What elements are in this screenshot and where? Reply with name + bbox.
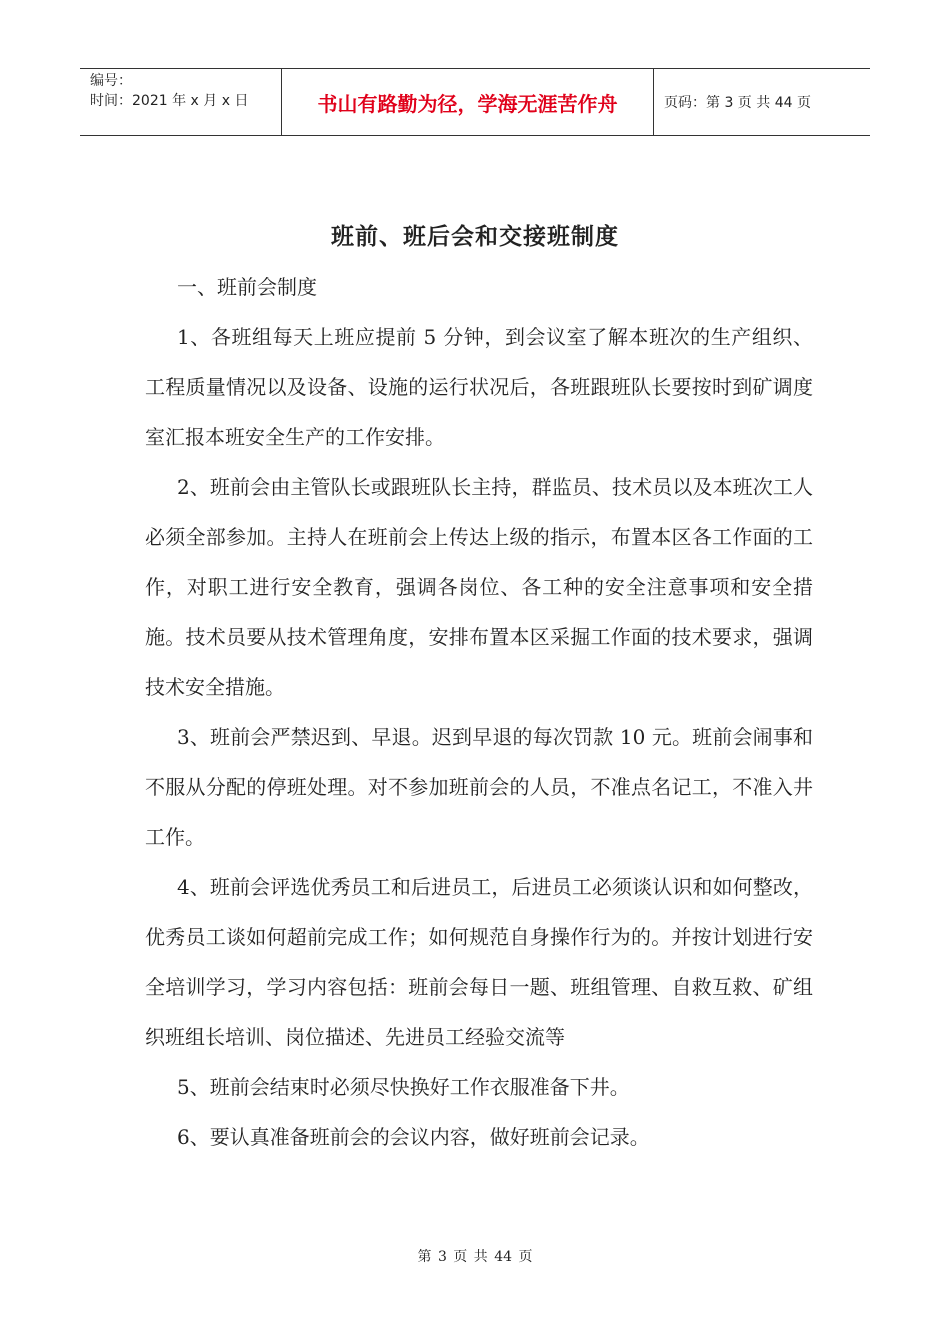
rule-paragraph-1: 1、各班组每天上班应提前 5 分钟，到会议室了解本班次的生产组织、工程质量情况以及设备、设施的运行状况后，各班跟班队长要按时到矿调度室汇报本班安全生产的工作安排。 xyxy=(145,325,813,449)
header-motto: 书山有路勤为径，学海无涯苦作舟 xyxy=(282,69,654,135)
rule-paragraph-4: 4、班前会评选优秀员工和后进员工，后进员工必须谈认识和如何整改，优秀员工谈如何超前完成工作；如何规范自身操作行为的。并按计划进行安全培训学习，学习内容包括：班前会每日一题、班组管理、自救互救、矿组织班组长培训、岗位描述、先进员工经验交流等 xyxy=(145,875,813,1049)
rule-paragraph-6: 6、要认真准备班前会的会议内容，做好班前会记录。 xyxy=(177,1125,650,1149)
section-heading: 一、班前会制度 xyxy=(177,275,317,299)
rule-paragraph-2: 2、班前会由主管队长或跟班队长主持，群监员、技术员以及本班次工人必须全部参加。主持人在班前会上传达上级的指示，布置本区各工作面的工作，对职工进行安全教育，强调各岗位、各工种的安全注意事项和安全措施。技术员要从技术管理角度，安排布置本区采掘工作面的技术要求，强调技术安全措施。 xyxy=(145,475,813,699)
page-footer: 第 3 页 共 44 页 xyxy=(417,1249,533,1265)
document-number-label: 编号： xyxy=(90,73,132,89)
document-date: 时间：2021 年 x 月 x 日 xyxy=(90,93,249,109)
rule-paragraph-5: 5、班前会结束时必须尽快换好工作衣服准备下井。 xyxy=(177,1075,630,1099)
header-page-info: 页码：第 3 页 共 44 页 xyxy=(664,95,811,111)
document-body xyxy=(145,262,813,1162)
rule-paragraph-3: 3、班前会严禁迟到、早退。迟到早退的每次罚款 10 元。班前会闹事和不服从分配的停班处理。对不参加班前会的人员，不准点名记工，不准入井工作。 xyxy=(145,725,813,849)
document-title: 班前、班后会和交接班制度 xyxy=(331,223,619,250)
header-meta xyxy=(80,69,282,135)
page-header xyxy=(80,68,870,136)
